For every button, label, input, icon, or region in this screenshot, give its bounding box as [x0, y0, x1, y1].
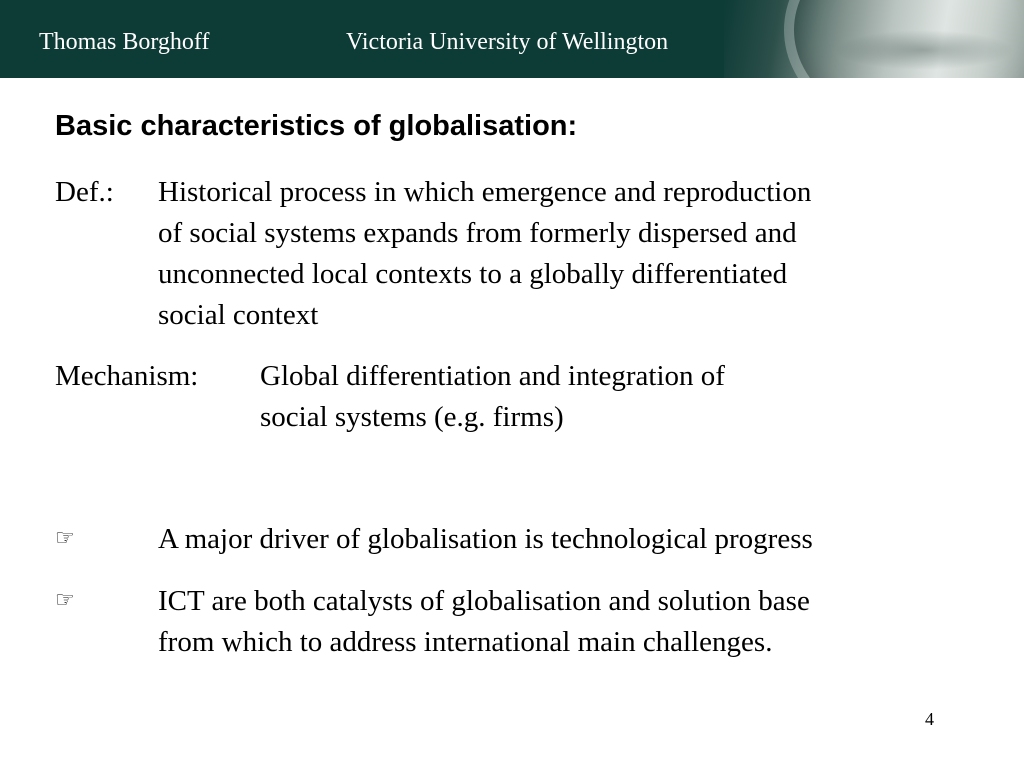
- coin-inner-decoration: [834, 30, 1014, 70]
- definition-line: Historical process in which emergence and reproduction: [158, 176, 812, 208]
- mechanism-line: social systems (e.g. firms): [260, 401, 564, 433]
- author-name: Thomas Borghoff: [39, 29, 210, 55]
- bullet-line: ICT are both catalysts of globalisation and solution base: [158, 585, 810, 617]
- bullet-line: from which to address international main challenges.: [158, 626, 773, 658]
- mechanism-label: Mechanism:: [55, 360, 199, 392]
- university-name: Victoria University of Wellington: [346, 29, 669, 55]
- pointing-hand-icon: ☞: [55, 588, 75, 613]
- definition-line: social context: [158, 299, 319, 331]
- definition-text: [158, 172, 958, 336]
- bullet-item: [158, 519, 813, 560]
- definition-line: of social systems expands from formerly dispersed and: [158, 217, 797, 249]
- coin-photo-image: [724, 0, 1024, 78]
- mechanism-line: Global differentiation and integration of: [260, 360, 725, 392]
- definition-line: unconnected local contexts to a globally differentiated: [158, 258, 788, 290]
- slide-title: Basic characteristics of globalisation:: [55, 110, 578, 142]
- pointing-hand-icon: ☞: [55, 526, 75, 551]
- page-number: 4: [925, 709, 934, 729]
- header-bar: [0, 0, 1024, 78]
- definition-label: Def.:: [55, 176, 114, 208]
- bullet-line: A major driver of globalisation is technological progress: [158, 523, 813, 555]
- mechanism-text: [260, 356, 725, 438]
- bullet-item: [158, 581, 810, 663]
